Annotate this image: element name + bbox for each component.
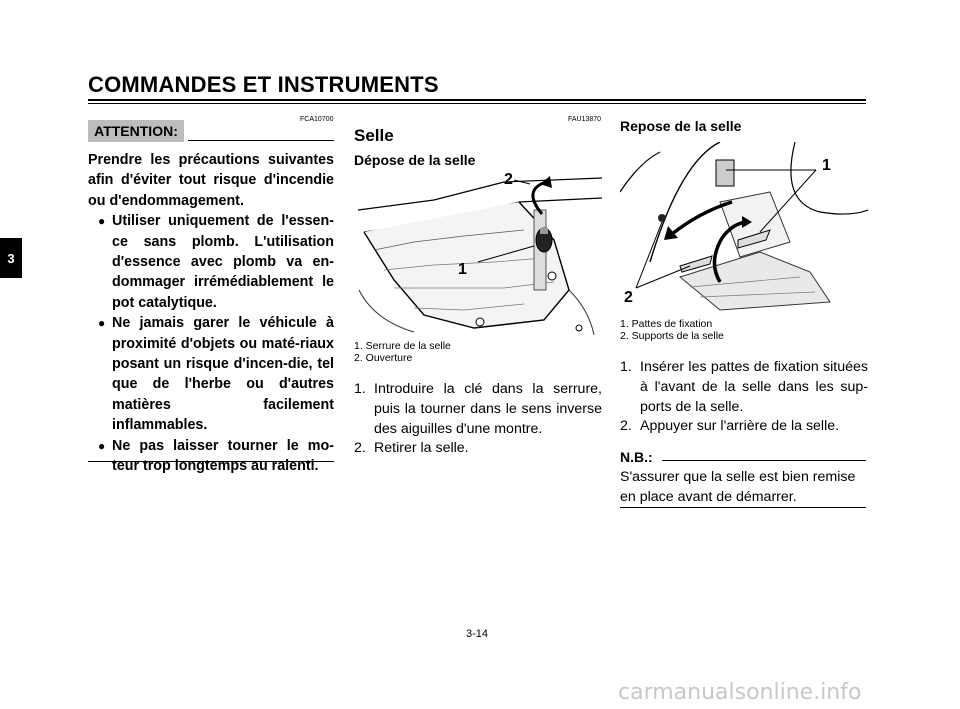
bullet-icon: ● (98, 214, 106, 229)
bullet-text: Ne jamais garer le véhicule à proximité d'objets ou maté-riaux posant un risque d'incen-die, tel que de l'herbe ou d'autres matières facilement inflammables. (112, 315, 334, 434)
figure-caption (620, 318, 724, 342)
note-text: S'assurer que la selle est bien remise en place avant de démarrer. (620, 469, 856, 505)
page-title: COMMANDES ET INSTRUMENTS (88, 72, 439, 97)
note-end-rule (620, 507, 866, 508)
subsection-title: Dépose de la selle (354, 152, 476, 168)
caption-line: 2. Supports de la selle (620, 330, 724, 342)
section-title: Selle (354, 126, 394, 145)
bullet-icon: ● (98, 316, 106, 331)
figure-label: 1 (458, 261, 467, 278)
caption-line: 2. Ouverture (354, 352, 413, 364)
attention-rule (188, 140, 334, 141)
attention-bullet (88, 313, 334, 435)
bullet-icon: ● (98, 438, 106, 453)
step-item (354, 380, 602, 439)
figure-label: 2 (624, 289, 633, 306)
watermark: carmanualsonline.info (618, 680, 862, 705)
step-number: 1. (620, 359, 632, 375)
subsection-title: Repose de la selle (620, 118, 742, 134)
removal-steps (354, 380, 602, 459)
attention-body (88, 150, 334, 477)
note-label: N.B.: (620, 449, 653, 465)
step-text: Introduire la clé dans la serrure, puis la tourner dans le sens inverse des aiguilles d'une montre. (374, 381, 602, 437)
seat-installation-figure (620, 142, 868, 312)
step-number: 2. (620, 418, 632, 435)
bullet-text: Ne pas laisser tourner le mo-teur trop longtemps au ralenti. (112, 437, 334, 475)
step-number: 2. (354, 440, 366, 457)
figure-label: 1 (822, 157, 831, 174)
seat-removal-figure (354, 170, 602, 336)
caption-line: 1. Serrure de la selle (354, 340, 451, 352)
section-code: FAU13870 (568, 116, 602, 123)
step-item (620, 358, 868, 417)
figure-caption (354, 340, 451, 364)
attention-bullet (88, 436, 334, 477)
step-number: 1. (354, 381, 366, 397)
installation-steps (620, 358, 868, 437)
attention-bullet (88, 211, 334, 313)
header-rule-thin (88, 103, 866, 104)
bullet-text: Utiliser uniquement de l'essen-ce sans plomb. L'utilisation d'essence avec plomb va en-dommager irrémédiablement le pot catalytique. (112, 213, 334, 311)
caption-line: 1. Pattes de fixation (620, 318, 713, 330)
step-item (354, 439, 602, 459)
step-text: Retirer la selle. (374, 440, 469, 457)
step-text: Appuyer sur l'arrière de la selle. (640, 418, 840, 435)
note-rule (662, 460, 866, 461)
figure-label: 2 (504, 171, 513, 188)
attention-code: FCA10700 (300, 116, 334, 123)
header-rule (88, 99, 866, 101)
attention-intro: Prendre les précautions suivantes afin d'éviter tout risque d'incendie ou d'endommagement. (88, 152, 334, 209)
chapter-tab: 3 (0, 238, 22, 278)
attention-end-rule (88, 461, 334, 462)
attention-label: ATTENTION: (88, 120, 184, 142)
step-item (620, 417, 868, 437)
page-number: 3-14 (466, 628, 489, 640)
step-text: Insérer les pattes de fixation situées à l'avant de la selle dans les sup-ports de la selle. (640, 359, 868, 415)
